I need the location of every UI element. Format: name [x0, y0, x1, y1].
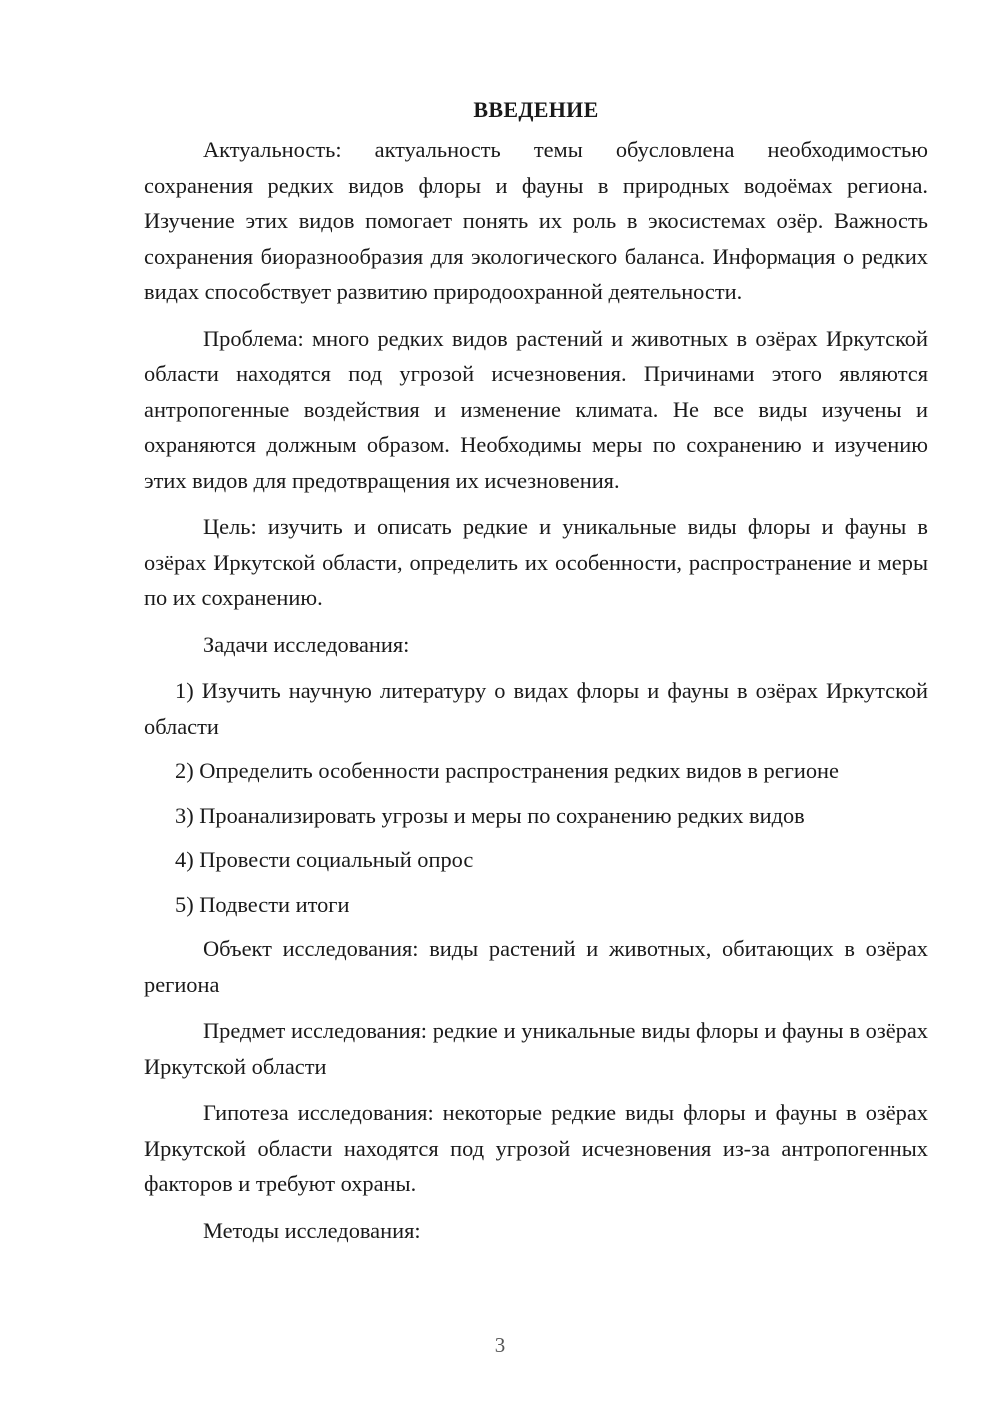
hypothesis-paragraph: Гипотеза исследования: некоторые редкие виды флоры и фауны в озёрах Иркутской области находятся под угрозой исчезновения из-за антропогенных факторов и требуют охраны.	[144, 1100, 928, 1196]
list-item: 2) Определить особенности распространения редких видов в регионе	[175, 758, 839, 783]
page-title: ВВЕДЕНИЕ	[473, 97, 599, 122]
relevance-paragraph: Актуальность: актуальность темы обусловлена необходимостью сохранения редких видов флоры и фауны в природных водоёмах региона. Изучение этих видов помогает понять их роль в экосистемах озёр. Важность сохранения биоразнообразия для экологического баланса. Информация о редких видах способствует развитию природоохранной деятельности.	[144, 137, 928, 304]
tasks-heading: Задачи исследования:	[203, 631, 410, 657]
page-number: 3	[494, 1333, 506, 1357]
list-item: 3) Проанализировать угрозы и меры по сохранению редких видов	[175, 802, 805, 828]
object-paragraph: Объект исследования: виды растений и животных, обитающих в озёрах региона	[144, 936, 928, 997]
subject-paragraph: Предмет исследования: редкие и уникальные виды флоры и фауны в озёрах Иркутской области	[144, 1018, 928, 1079]
list-item: 4) Провести социальный опрос	[175, 847, 474, 872]
problem-paragraph: Проблема: много редких видов растений и животных в озёрах Иркутской области находятся под угрозой исчезновения. Причинами этого являются антропогенные воздействия и изменение климата. Не все виды изучены и охраняются должным образом. Необходимы меры по сохранению и изучению этих видов для предотвращения их исчезновения.	[144, 325, 928, 493]
document-page	[144, 92, 928, 1259]
list-item: 5) Подвести итоги	[175, 891, 350, 917]
methods-heading: Методы исследования:	[203, 1217, 421, 1243]
tasks-list	[144, 673, 928, 922]
goal-paragraph: Цель: изучить и описать редкие и уникальные виды флоры и фауны в озёрах Иркутской области, определить их особенности, распространение и меры по их сохранению.	[144, 514, 928, 610]
list-item: 1) Изучить научную литературу о видах флоры и фауны в озёрах Иркутской области	[144, 678, 928, 739]
